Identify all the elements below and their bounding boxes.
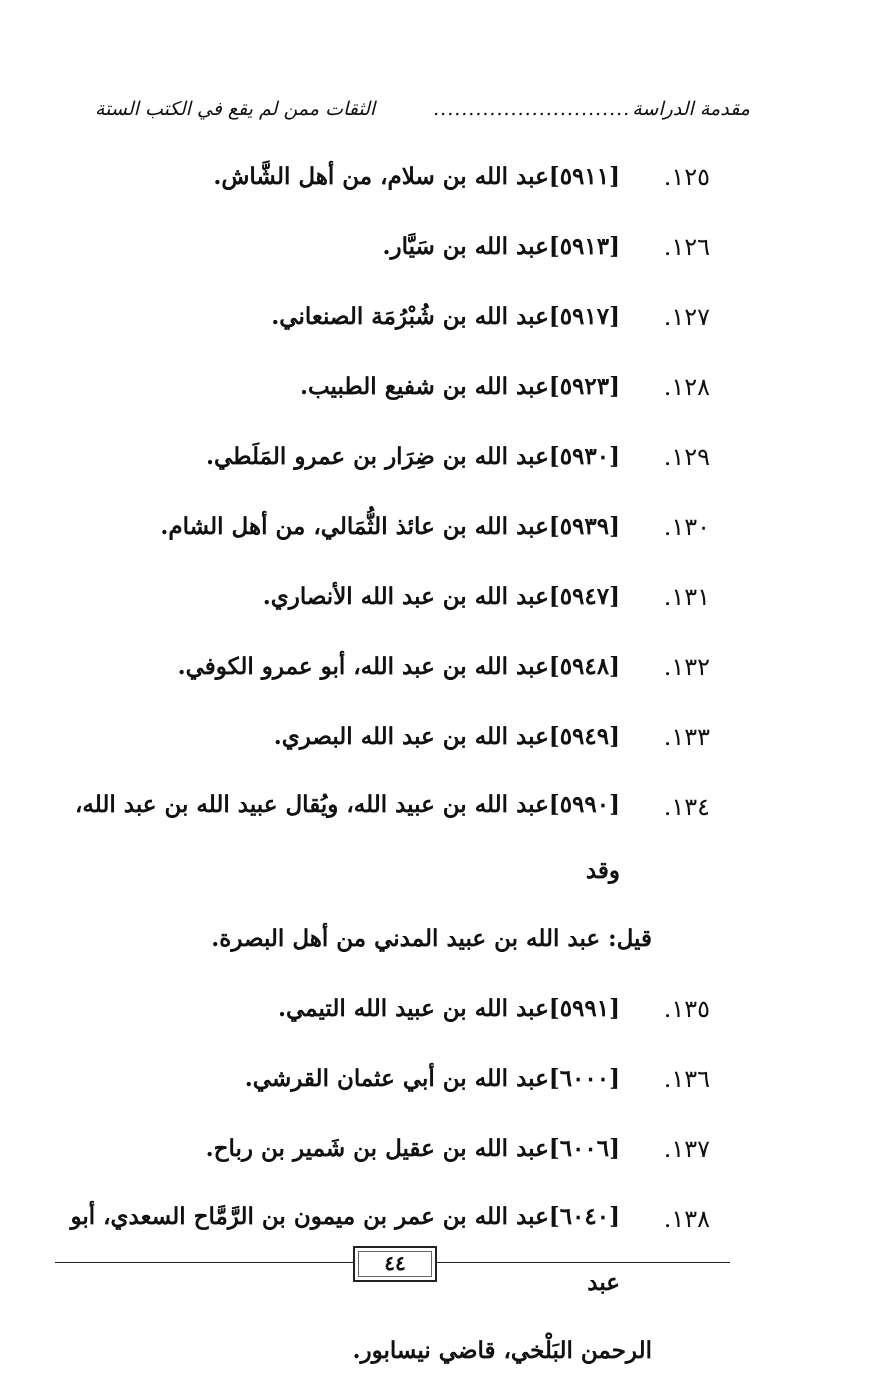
list-item [0, 772, 885, 974]
entry-number: ١٢٧. [663, 303, 710, 331]
entry-number: ١٢٥. [663, 163, 710, 191]
list-item [0, 422, 885, 492]
entry-text-continuation: الرحمن البَلْخي، قاضي نيسابور. [352, 1337, 652, 1364]
list-item [0, 562, 885, 632]
list-item [0, 632, 885, 702]
entry-number: ١٢٨. [663, 373, 710, 401]
entry-number: ١٣٣. [663, 723, 710, 751]
entry-number: ١٣١. [663, 583, 710, 611]
list-item [0, 974, 885, 1044]
header-book-title: الثقات ممن لم يقع في الكتب الستة [95, 98, 376, 120]
page-number: ٤٤ [353, 1246, 437, 1282]
entry-number: ١٣٧. [663, 1135, 710, 1163]
list-item [0, 1114, 885, 1184]
header-section-title: مقدمة الدراسة [632, 98, 750, 120]
entry-number: ١٣٦. [663, 1065, 710, 1093]
list-item [0, 492, 885, 562]
entry-number: ١٣٠. [663, 513, 710, 541]
entry-text: [٦٠٤٠]عبد الله بن عمر بن ميمون بن الرَّمَّاح السعدي، أبو عبد [70, 1203, 620, 1296]
entry-number: ١٣٤. [663, 793, 710, 821]
list-item [0, 1044, 885, 1114]
entry-text: [٥٩٤٩]عبد الله بن عبد الله البصري. [273, 723, 620, 750]
running-header [95, 98, 750, 128]
list-item [0, 142, 885, 212]
entry-text-continuation: قيل: عبد الله بن عبيد المدني من أهل البصرة. [211, 925, 652, 952]
entry-number: ١٢٩. [663, 443, 710, 471]
entry-number: ١٣٨. [663, 1205, 710, 1233]
header-dot-leader: ............................ [433, 98, 631, 120]
entry-number: ١٢٦. [663, 233, 710, 261]
entry-text: [٥٩٣٠]عبد الله بن ضِرَار بن عمرو المَلَطي. [205, 443, 620, 470]
entry-text: [٥٩٩١]عبد الله بن عبيد الله التيمي. [278, 995, 620, 1022]
entry-text: [٦٠٠٦]عبد الله بن عقيل بن شَمير بن رباح. [205, 1135, 620, 1162]
entry-text: [٥٩٩٠]عبد الله بن عبيد الله، ويُقال عبيد الله بن عبد الله، وقد [75, 791, 620, 884]
entry-text: [٥٩٤٧]عبد الله بن عبد الله الأنصاري. [262, 583, 620, 610]
list-item [0, 702, 885, 772]
entry-text: [٥٩٤٨]عبد الله بن عبد الله، أبو عمرو الكوفي. [177, 653, 620, 680]
entry-text: [٥٩١١]عبد الله بن سلام، من أهل الشَّاش. [213, 163, 620, 190]
entry-number: ١٣٥. [663, 995, 710, 1023]
entry-text: [٥٩٣٩]عبد الله بن عائذ الثُّمَالي، من أهل الشام. [160, 513, 620, 540]
entry-text: [٥٩٢٣]عبد الله بن شفيع الطبيب. [299, 373, 620, 400]
entry-list [0, 142, 885, 1386]
list-item [0, 212, 885, 282]
list-item [0, 1184, 885, 1386]
entry-text: [٥٩١٧]عبد الله بن شُبْرُمَة الصنعاني. [271, 303, 620, 330]
entry-number: ١٣٢. [663, 653, 710, 681]
list-item [0, 282, 885, 352]
entry-text: [٦٠٠٠]عبد الله بن أبي عثمان القرشي. [244, 1065, 620, 1092]
entry-text: [٥٩١٣]عبد الله بن سَيَّار. [382, 233, 620, 260]
list-item [0, 352, 885, 422]
